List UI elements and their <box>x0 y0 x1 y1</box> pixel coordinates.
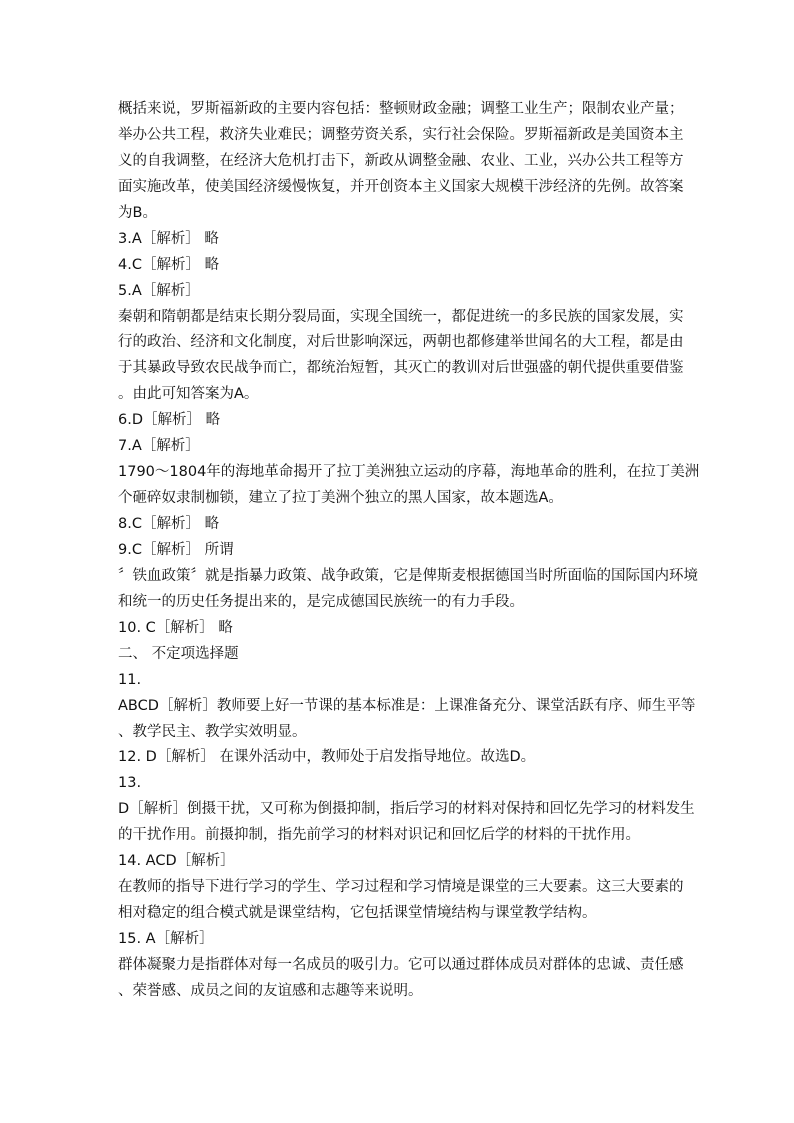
text-line: ABCD［解析］教师要上好一节课的基本标准是：上课准备充分、课堂活跃有序、师生平等 <box>118 697 696 714</box>
text-line: 9.C［解析］ 所谓 <box>118 541 234 558</box>
text-line: 11. <box>118 671 142 688</box>
text-line: 、教学民主、教学实效明显。 <box>118 723 307 740</box>
text-line: 12. D［解析］ 在课外活动中，教师处于启发指导地位。故选D。 <box>118 749 536 766</box>
text-line: 。由此可知答案为A。 <box>118 386 259 403</box>
text-line: 15. A［解析］ <box>118 931 214 947</box>
text-line: 3.A［解析］ 略 <box>118 230 219 247</box>
text-line: 举办公共工程，救济失业难民；调整劳资关系，实行社会保险。罗斯福新政是美国资本主 <box>118 126 684 143</box>
text-line: 1790～1804年的海地革命揭开了拉丁美洲独立运动的序幕，海地革命的胜利，在拉丁美洲 <box>118 464 700 481</box>
text-line: 〞铁血政策〞就是指暴力政策、战争政策，它是俾斯麦根据德国当时所面临的国际国内环境 <box>118 567 698 584</box>
text-line: 义的自我调整，在经济大危机打击下，新政从调整金融、农业、工业，兴办公共工程等方 <box>118 152 684 169</box>
text-line: 在教师的指导下进行学习的学生、学习过程和学习情境是课堂的三大要素。这三大要素的 <box>118 879 684 896</box>
text-line: 群体凝聚力是指群体对每一名成员的吸引力。它可以通过群体成员对群体的忠诚、责任感 <box>118 956 684 973</box>
text-line: 6.D［解析］ 略 <box>118 412 221 429</box>
text-line: 7.A［解析］ <box>118 438 200 455</box>
text-line: 行的政治、经济和文化制度，对后世影响深远，两朝也都修建举世闻名的大工程，都是由 <box>118 334 684 351</box>
text-line: 13. <box>118 775 142 792</box>
text-line: 面实施改革，使美国经济缓慢恢复，并开创资本主义国家大规模干涉经济的先例。故答案 <box>118 178 684 195</box>
text-line: 的干扰作用。前摄抑制，指先前学习的材料对识记和回忆后学的材料的干扰作用。 <box>118 827 640 844</box>
text-line: 和统一的历史任务提出来的，是完成德国民族统一的有力手段。 <box>118 593 524 610</box>
text-line: 8.C［解析］ 略 <box>118 516 220 532</box>
document-body <box>118 97 700 1005</box>
text-line: 、荣誉感、成员之间的友谊感和志趣等来说明。 <box>118 982 423 999</box>
text-line: 相对稳定的组合模式就是课堂结构，它包括课堂情境结构与课堂教学结构。 <box>118 905 597 922</box>
text-line: 于其暴政导致农民战争而亡，都统治短暂，其灭亡的教训对后世强盛的朝代提供重要借鉴 <box>118 360 684 377</box>
text-line: D［解析］倒摄干扰，又可称为倒摄抑制，指后学习的材料对保持和回忆先学习的材料发生 <box>118 801 695 818</box>
text-line: 个砸碎奴隶制枷锁，建立了拉丁美洲个独立的黑人国家，故本题选A。 <box>118 490 563 507</box>
text-line: 5.A［解析］ <box>118 282 200 299</box>
text-line: 概括来说，罗斯福新政的主要内容包括：整顿财政金融；调整工业生产；限制农业产量； <box>118 101 684 117</box>
text-line: 秦朝和隋朝都是结束长期分裂局面，实现全国统一，都促进统一的多民族的国家发展，实 <box>118 308 684 325</box>
text-line: 10. C［解析］ 略 <box>118 619 233 636</box>
text-line: 为B。 <box>118 204 157 221</box>
text-line: 4.C［解析］ 略 <box>118 256 220 273</box>
text-line: 二、 不定项选择题 <box>118 645 239 662</box>
text-line: 14. ACD［解析］ <box>118 853 235 870</box>
